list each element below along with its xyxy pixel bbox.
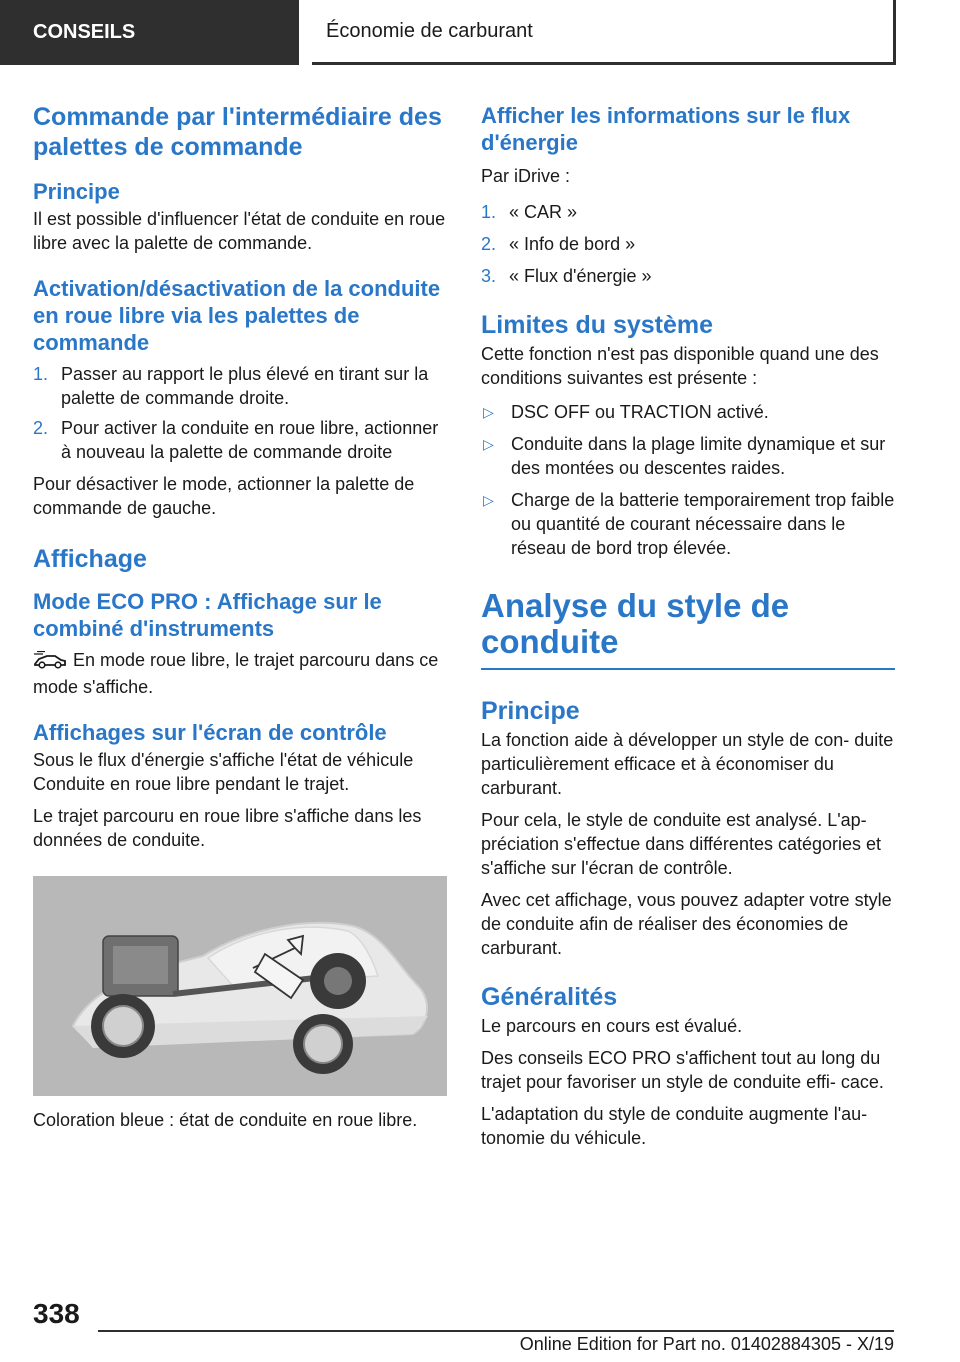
heading-generalites: Généralités xyxy=(481,983,618,1011)
limit-text: DSC OFF ou TRACTION activé. xyxy=(511,402,769,422)
section-label: CONSEILS xyxy=(33,21,136,43)
heading-analyse: Analyse du style de conduite xyxy=(481,588,895,670)
step-number: 2. xyxy=(33,418,49,438)
general-p1: Le parcours en cours est évalué. xyxy=(481,1016,743,1036)
list-item xyxy=(481,488,895,560)
list-item xyxy=(481,264,895,288)
limits-list xyxy=(481,400,895,560)
list-item xyxy=(33,362,447,410)
list-item xyxy=(481,400,895,424)
step-text: Pour activer la conduite en roue libre, actionner à nouveau la palette de commande droite xyxy=(61,418,439,462)
general-p3: L'adaptation du style de conduite augmente l'au‐ tonomie du véhicule. xyxy=(481,1104,868,1148)
eco-paragraph xyxy=(33,648,447,699)
heading-eco-pro: Mode ECO PRO : Affichage sur le combiné d'instruments xyxy=(33,589,382,641)
left-column xyxy=(33,102,447,1132)
limits-text: Cette fonction n'est pas disponible quand une des conditions suivantes est présente : xyxy=(481,344,879,388)
triangle-bullet-icon: ▷ xyxy=(483,404,494,420)
step-number: 1. xyxy=(33,364,49,384)
heading-activation: Activation/désactivation de la conduite en roue libre via les palettes de commande xyxy=(33,276,441,355)
list-item xyxy=(33,416,447,464)
image-caption: Coloration bleue : état de conduite en roue libre. xyxy=(33,1110,418,1130)
list-item xyxy=(481,232,895,256)
heading-limites: Limites du système xyxy=(481,311,714,339)
principe-p2: Pour cela, le style de conduite est analysé. L'ap‐ préciation s'effectue dans différentes catégories et s'affiche sur l'écran de contrôle. xyxy=(481,810,882,878)
principe-text: Il est possible d'influencer l'état de conduite en roue libre avec la palette de commande. xyxy=(33,209,446,253)
step-text: « Info de bord » xyxy=(509,234,636,254)
section-tab xyxy=(0,0,299,65)
screen-text-2: Le trajet parcouru en roue libre s'affiche dans les données de conduite. xyxy=(33,806,422,850)
screen-text-1: Sous le flux d'énergie s'affiche l'état de véhicule Conduite en roue libre pendant le trajet. xyxy=(33,750,414,794)
right-column xyxy=(481,102,895,1150)
heading-affichage: Affichage xyxy=(33,545,147,573)
triangle-bullet-icon: ▷ xyxy=(483,492,494,508)
step-number: 3. xyxy=(481,266,497,286)
step-text: « Flux d'énergie » xyxy=(509,266,652,286)
chapter-header xyxy=(312,0,896,65)
chapter-label: Économie de carburant xyxy=(326,19,533,42)
heading-principe: Principe xyxy=(33,179,120,204)
step-number: 1. xyxy=(481,202,497,222)
limit-text: Charge de la batterie temporairement trop faible ou quantité de courant nécessaire dans le réseau de bord trop élevée. xyxy=(511,490,895,558)
heading-commande: Commande par l'intermédiaire des palettes de commande xyxy=(33,103,442,161)
general-p2: Des conseils ECO PRO s'affichent tout au long du trajet pour favoriser un style de conduite effi‐ cace. xyxy=(481,1048,884,1092)
eco-text: En mode roue libre, le trajet parcouru dans ce mode s'affiche. xyxy=(33,650,439,697)
heading-flux: Afficher les informations sur le flux d'énergie xyxy=(481,103,851,155)
list-item xyxy=(481,432,895,480)
edition-text: Online Edition for Part no. 01402884305 - X/19 xyxy=(519,1334,894,1354)
principe-p1: La fonction aide à développer un style de con‐ duite particulièrement efficace et à économiser du carburant. xyxy=(481,730,894,798)
triangle-bullet-icon: ▷ xyxy=(483,436,494,452)
car-drivetrain-image xyxy=(33,876,447,1096)
deactivate-text: Pour désactiver le mode, actionner la palette de commande de gauche. xyxy=(33,474,415,518)
step-number: 2. xyxy=(481,234,497,254)
principe-p3: Avec cet affichage, vous pouvez adapter votre style de conduite afin de réaliser des économies de carburant. xyxy=(481,890,892,958)
limit-text: Conduite dans la plage limite dynamique et sur des montées ou descentes raides. xyxy=(511,434,886,478)
flux-intro: Par iDrive : xyxy=(481,166,571,186)
heading-ecran: Affichages sur l'écran de contrôle xyxy=(33,720,387,745)
step-text: Passer au rapport le plus élevé en tirant sur la palette de commande droite. xyxy=(61,364,429,408)
coasting-car-icon xyxy=(33,651,67,675)
footer-divider xyxy=(98,1330,894,1332)
heading-principe-right: Principe xyxy=(481,697,580,725)
step-text: « CAR » xyxy=(509,202,578,222)
list-item xyxy=(481,200,895,224)
flux-steps xyxy=(481,200,895,288)
page-number: 338 xyxy=(33,1298,80,1329)
steps-list xyxy=(33,362,447,464)
